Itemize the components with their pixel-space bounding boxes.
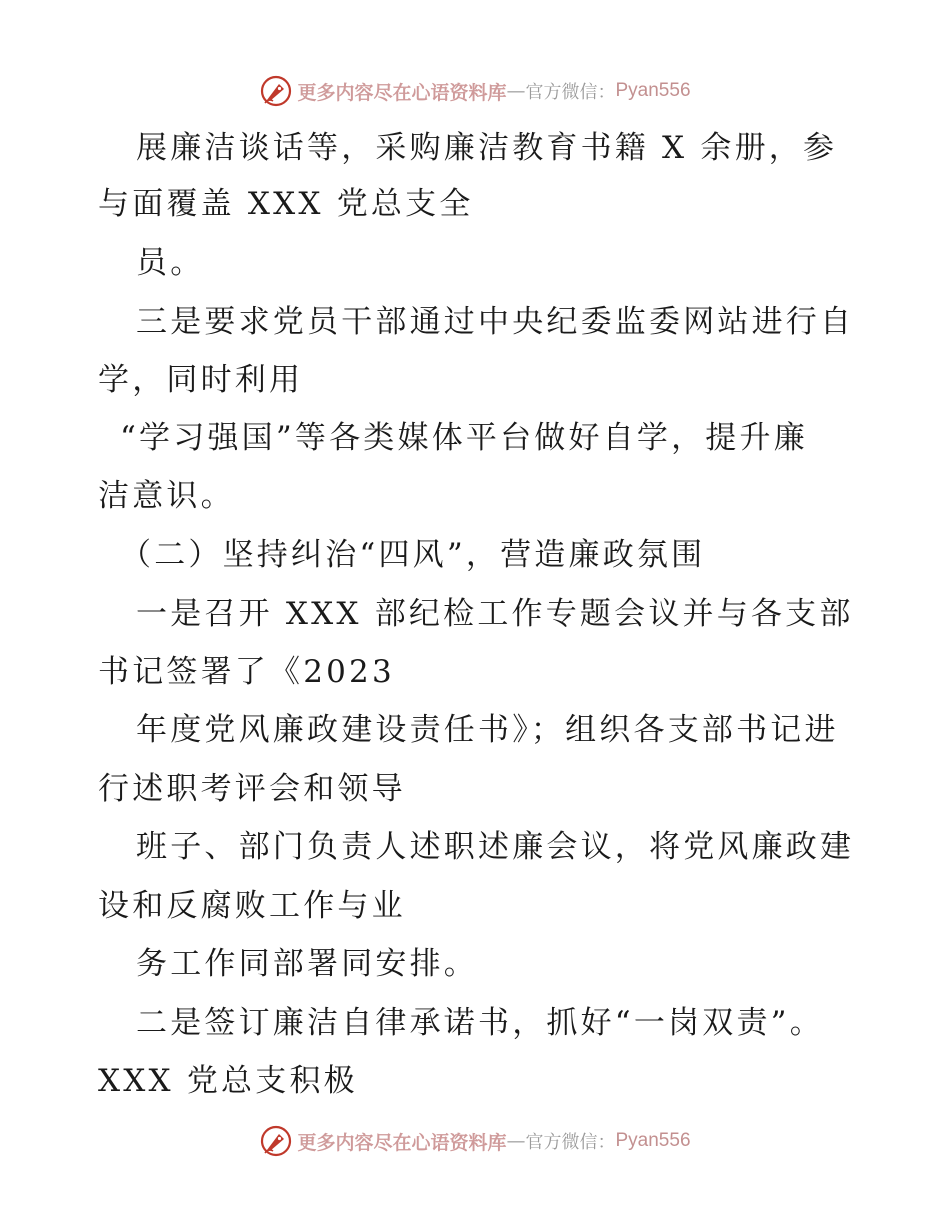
text-line: 行述职考评会和领导 — [98, 771, 406, 807]
watermark-dash: — — [506, 1130, 526, 1152]
watermark-wechat-id: Pyan556 — [615, 1130, 691, 1151]
text-line: “学习强国”等各类媒体平台做好自学，提升廉 — [120, 420, 808, 456]
watermark-wechat-id: Pyan556 — [615, 80, 691, 101]
text-line: 班子、部门负责人述职述廉会议，将党风廉政建 — [136, 829, 855, 865]
text-line: 洁意识。 — [98, 478, 235, 514]
text-line: 设和反腐败工作与业 — [98, 888, 406, 924]
text-line: 一是召开 XXX 部纪检工作专题会议并与各支部 — [136, 596, 854, 632]
text-line: 务工作同部署同安排。 — [136, 946, 478, 982]
text-line: 书记签署了《2023 — [98, 654, 395, 690]
text-line: 展廉洁谈话等，采购廉洁教育书籍 X 余册，参 — [136, 130, 838, 166]
watermark-brand-text: 更多内容尽在心语资料库 — [297, 81, 507, 104]
footer-watermark — [0, 1124, 950, 1158]
text-line: 二是签订廉洁自律承诺书，抓好“一岗双责”。 — [136, 1005, 824, 1041]
text-line: XXX 党总支积极 — [98, 1063, 358, 1099]
text-line: 学，同时利用 — [98, 362, 304, 398]
text-line: 年度党风廉政建设责任书》；组织各支部书记进 — [136, 712, 839, 748]
section-heading: （二）坚持纠治“四风”，营造廉政氛围 — [120, 537, 706, 573]
header-watermark — [0, 74, 950, 108]
watermark-dash: — — [506, 80, 526, 102]
pen-nib-logo-icon — [259, 1124, 293, 1158]
text-line: 员。 — [136, 245, 205, 281]
pen-nib-logo-icon — [259, 74, 293, 108]
text-line: 与面覆盖 XXX 党总支全 — [98, 186, 474, 222]
watermark-subtitle: 官方微信： — [525, 1132, 616, 1153]
watermark-brand-text: 更多内容尽在心语资料库 — [297, 1131, 507, 1154]
watermark-subtitle: 官方微信： — [525, 82, 616, 103]
text-line: 三是要求党员干部通过中央纪委监委网站进行自 — [136, 304, 855, 340]
